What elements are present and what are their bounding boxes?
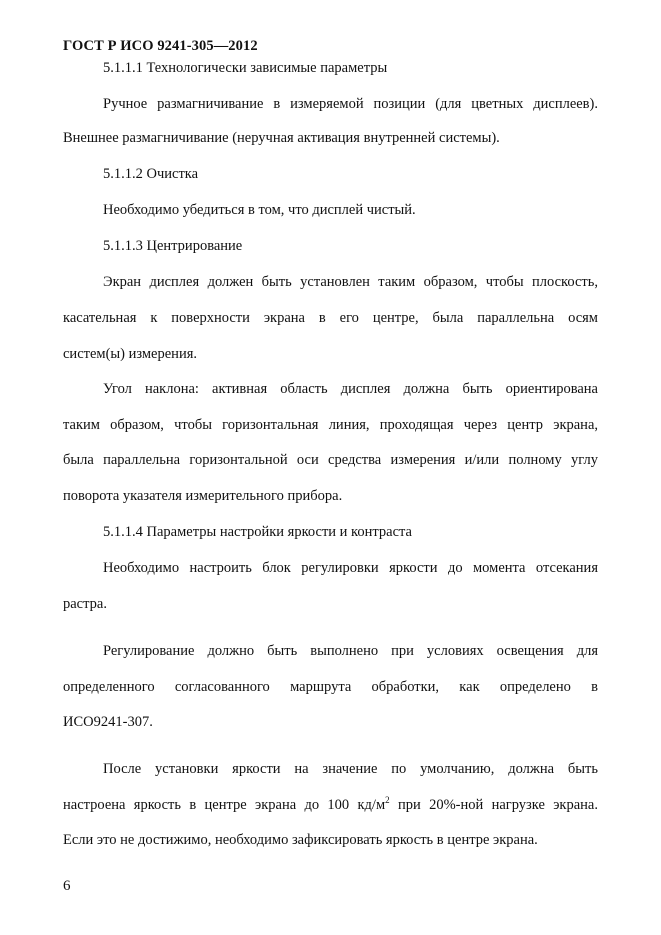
paragraph-line: Внешнее размагничивание (неручная активация внутренней системы). bbox=[63, 130, 500, 146]
section-heading-5-1-1-2: 5.1.1.2 Очистка bbox=[103, 166, 199, 182]
section-heading-5-1-1-1: 5.1.1.1 Технологически зависимые параметры bbox=[103, 60, 388, 76]
section-heading-5-1-1-3: 5.1.1.3 Центрирование bbox=[103, 238, 243, 254]
paragraph-line: Необходимо убедиться в том, что дисплей чистый. bbox=[103, 202, 416, 218]
paragraph-line: ИСО9241-307. bbox=[63, 714, 153, 730]
paragraph-line: Необходимо настроить блок регулировки яркости до момента отсекания bbox=[103, 560, 598, 576]
paragraph-line: Угол наклона: активная область дисплея должна быть ориентирована bbox=[103, 381, 598, 397]
section-heading-5-1-1-4: 5.1.1.4 Параметры настройки яркости и контраста bbox=[103, 524, 412, 540]
superscript: 2 bbox=[385, 795, 390, 805]
paragraph-line: Ручное размагничивание в измеряемой позиции (для цветных дисплеев). bbox=[103, 96, 598, 112]
paragraph-text: настроена яркость в центре экрана до 100 кд/м bbox=[63, 797, 386, 813]
page-number: 6 bbox=[63, 878, 71, 894]
paragraph-line: После установки яркости на значение по умолчанию, должна быть bbox=[103, 761, 598, 777]
document-header: ГОСТ Р ИСО 9241-305—2012 bbox=[63, 38, 258, 54]
paragraph-line: была параллельна горизонтальной оси средства измерения и/или полному углу bbox=[63, 452, 598, 468]
paragraph-line: растра. bbox=[63, 596, 107, 612]
paragraph-line: поворота указателя измерительного прибора. bbox=[63, 488, 343, 504]
paragraph-line: Регулирование должно быть выполнено при условиях освещения для bbox=[103, 643, 598, 659]
paragraph-line: Экран дисплея должен быть установлен таким образом, чтобы плоскость, bbox=[103, 274, 598, 290]
paragraph-line: касательная к поверхности экрана в его центре, была параллельна осям bbox=[63, 310, 598, 326]
paragraph-line bbox=[63, 797, 598, 814]
paragraph-text: при 20%-ной нагрузке экрана. bbox=[389, 797, 598, 813]
paragraph-line: систем(ы) измерения. bbox=[63, 346, 197, 362]
paragraph-line: Если это не достижимо, необходимо зафиксировать яркость в центре экрана. bbox=[63, 832, 538, 848]
paragraph-line: определенного согласованного маршрута обработки, как определено в bbox=[63, 679, 598, 695]
paragraph-line: таким образом, чтобы горизонтальная линия, проходящая через центр экрана, bbox=[63, 417, 598, 433]
